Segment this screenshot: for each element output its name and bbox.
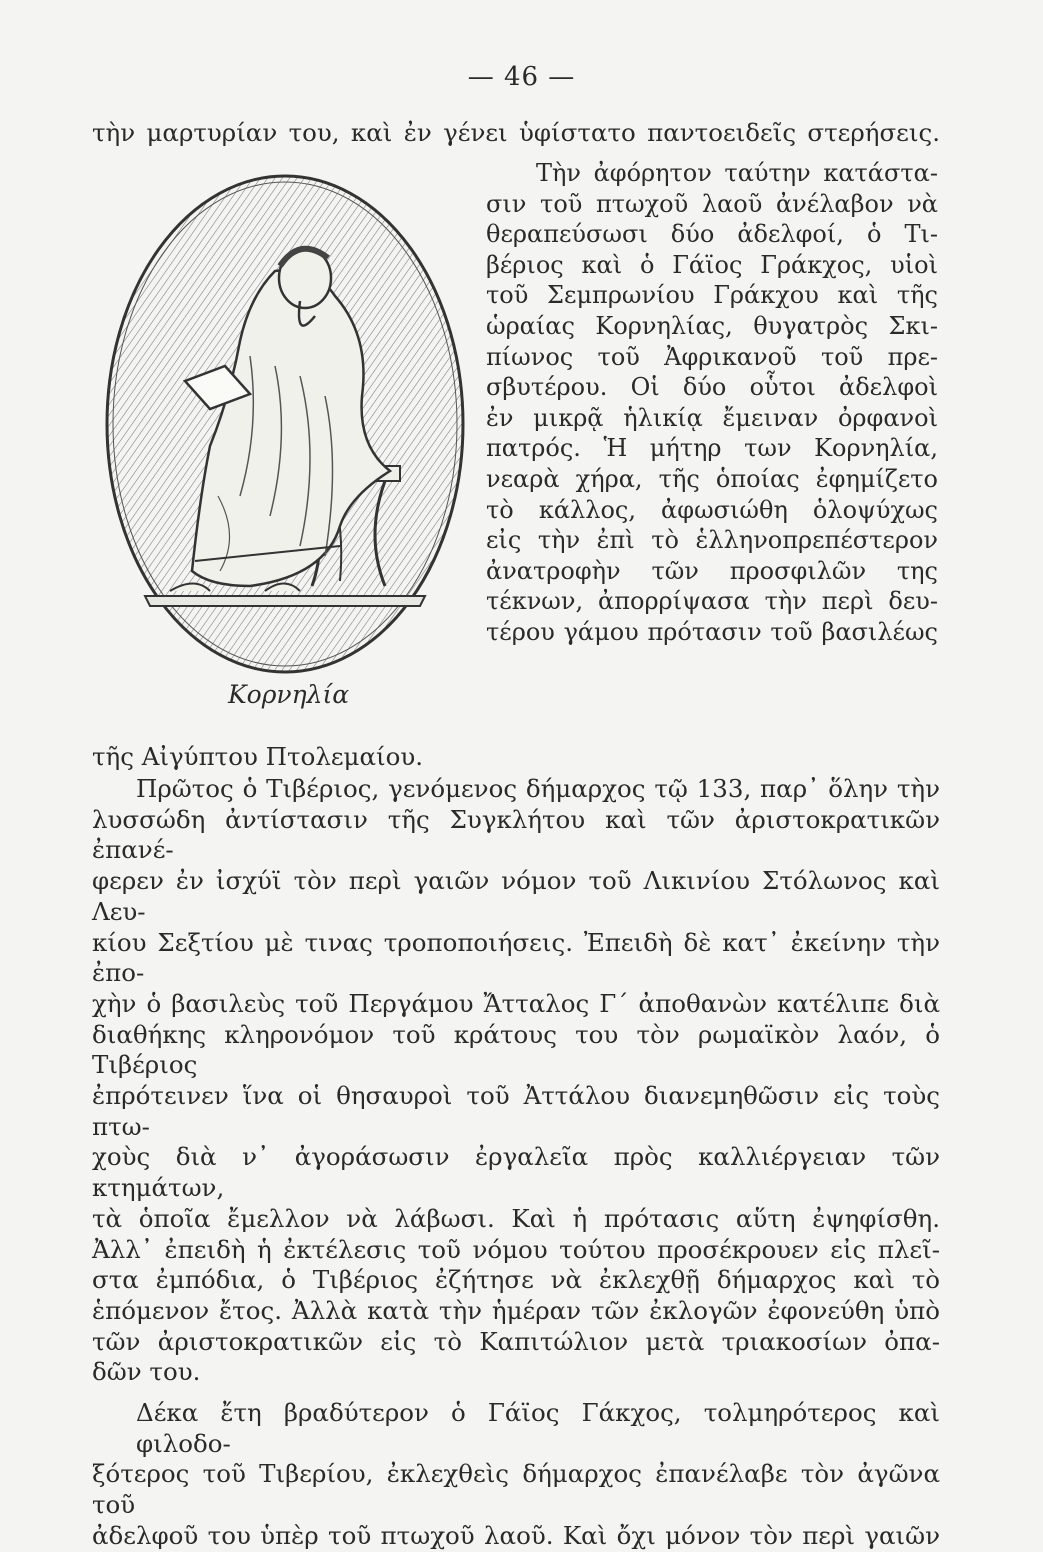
paragraph-line: δῶν του. <box>92 1357 201 1387</box>
side-line: ἐν μικρᾷ ἡλικίᾳ ἔμειναν ὀρφανοὶ <box>486 403 938 432</box>
side-line: πίωνος τοῦ Ἀφρικανοῦ τοῦ πρε- <box>486 342 938 371</box>
side-line: τὸ κάλλος, ἀφωσιώθη ὁλοψύχως <box>486 495 938 524</box>
paragraph-line: διαθήκης κληρονόμον τοῦ κράτους του τὸν ρωμαϊκὸν λαόν, ὁ Τιβέριος <box>92 1019 940 1080</box>
side-column <box>486 158 938 648</box>
side-line: νεαρὰ χήρα, τῆς ὁποίας ἐφημίζετο <box>486 464 938 493</box>
paragraph-line: στα ἐμπόδια, ὁ Τιβέριος ἐζήτησε νὰ ἐκλεχθῇ δήμαρχος καὶ τὸ <box>92 1265 940 1295</box>
side-line: εἰς τὴν ἐπὶ τὸ ἑλληνοπρεπέστερον <box>486 526 938 555</box>
side-line: τοῦ Σεμπρωνίου Γράκχου καὶ τῆς <box>486 281 938 310</box>
paragraph-line: ἑπόμενον ἔτος. Ἀλλὰ κατὰ τὴν ἡμέραν τῶν ἐκλογῶν ἐφονεύθη ὑπὸ <box>92 1295 940 1325</box>
paragraph-line: φερεν ἐν ἰσχύϊ τὸν περὶ γαιῶν νόμον τοῦ Λικινίου Στόλωνος καὶ Λευ- <box>92 866 940 926</box>
paragraph-line: ἐπρότεινεν ἵνα οἱ θησαυροὶ τοῦ Ἀττάλου διανεμηθῶσιν εἰς τοὺς πτω- <box>92 1081 940 1141</box>
first-text-line: τὴν μαρτυρίαν του, καὶ ἐν γένει ὑφίστατο παντοειδεῖς στερήσεις. <box>92 118 940 147</box>
paragraph-line: χὴν ὁ βασιλεὺς τοῦ Περγάμου Ἄτταλος Γ´ ἀποθανὼν κατέλιπε διὰ <box>92 988 940 1018</box>
figure-caption: Κορνηλία <box>228 680 350 709</box>
paragraph-line: χοὺς διὰ ν᾽ ἀγοράσωσιν ἐργαλεῖα πρὸς καλλιέργειαν τῶν κτημάτων, <box>92 1142 940 1203</box>
page-number: — 46 — <box>467 62 576 92</box>
paragraph-line: Ἀλλ᾽ ἐπειδὴ ἡ ἐκτέλεσις τοῦ νόμου τούτου προσέκρουεν εἰς πλεῖ- <box>92 1234 940 1264</box>
main-text <box>92 774 940 1552</box>
paragraph-line: ξότερος τοῦ Τιβερίου, ἐκλεχθεὶς δήμαρχος ἐπανέλαβε τὸν ἀγῶνα τοῦ <box>92 1459 940 1520</box>
paragraph-line: λυσσώδη ἀντίστασιν τῆς Συγκλήτου καὶ τῶν ἀριστοκρατικῶν ἐπανέ- <box>92 804 940 865</box>
side-line: βέριος καὶ ὁ Γάϊος Γράκχος, υἱοὶ <box>486 250 938 279</box>
paragraph-line: ἀδελφοῦ του ὑπὲρ τοῦ πτωχοῦ λαοῦ. Καὶ ὄχι μόνον τὸν περὶ γαιῶν <box>92 1520 940 1550</box>
paragraph-line: Δέκα ἔτη βραδύτερον ὁ Γάϊος Γάκχος, τολμηρότερος καὶ φιλοδο- <box>136 1398 940 1458</box>
side-line: τέρου γάμου πρότασιν τοῦ βασιλέως <box>486 617 938 646</box>
side-line: σιν τοῦ πτωχοῦ λαοῦ ἀνέλαβον νὰ <box>486 189 938 218</box>
after-figure-line: τῆς Αἰγύπτου Πτολεμαίου. <box>92 742 424 771</box>
paragraph-line: κίου Σεξτίου μὲ τινας τροποποιήσεις. Ἐπειδὴ δὲ κατ᾽ ἐκείνην τὴν ἐπο- <box>92 927 940 988</box>
side-line: τέκνων, ἀπορρίψασα τὴν περὶ δευ- <box>486 587 938 616</box>
paragraph-line: τῶν ἀριστοκρατικῶν εἰς τὸ Καπιτώλιον μετὰ τριακοσίων ὀπα- <box>92 1326 940 1356</box>
paragraph-line: Πρῶτος ὁ Τιβέριος, γενόμενος δήμαρχος τῷ 133, παρ᾽ ὅλην τὴν <box>136 774 940 803</box>
side-line: σβυτέρου. Οἱ δύο οὗτοι ἀδελφοὶ <box>486 373 938 402</box>
side-line: ὡραίας Κορνηλίας, θυγατρὸς Σκι- <box>486 311 938 340</box>
side-line: Τὴν ἀφόρητον ταύτην κατάστα- <box>536 159 938 187</box>
cornelia-engraving <box>100 166 485 686</box>
paragraph-line: τὰ ὁποῖα ἔμελλον νὰ λάβωσι. Καὶ ἡ πρότασις αὕτη ἐψηφίσθη. <box>92 1203 940 1233</box>
side-line: πατρός. Ἡ μήτηρ των Κορνηλία, <box>486 434 938 463</box>
side-line: ἀνατροφὴν τῶν προσφιλῶν της <box>486 556 938 585</box>
side-line: θεραπεύσωσι δύο ἀδελφοί, ὁ Τι- <box>486 220 938 249</box>
